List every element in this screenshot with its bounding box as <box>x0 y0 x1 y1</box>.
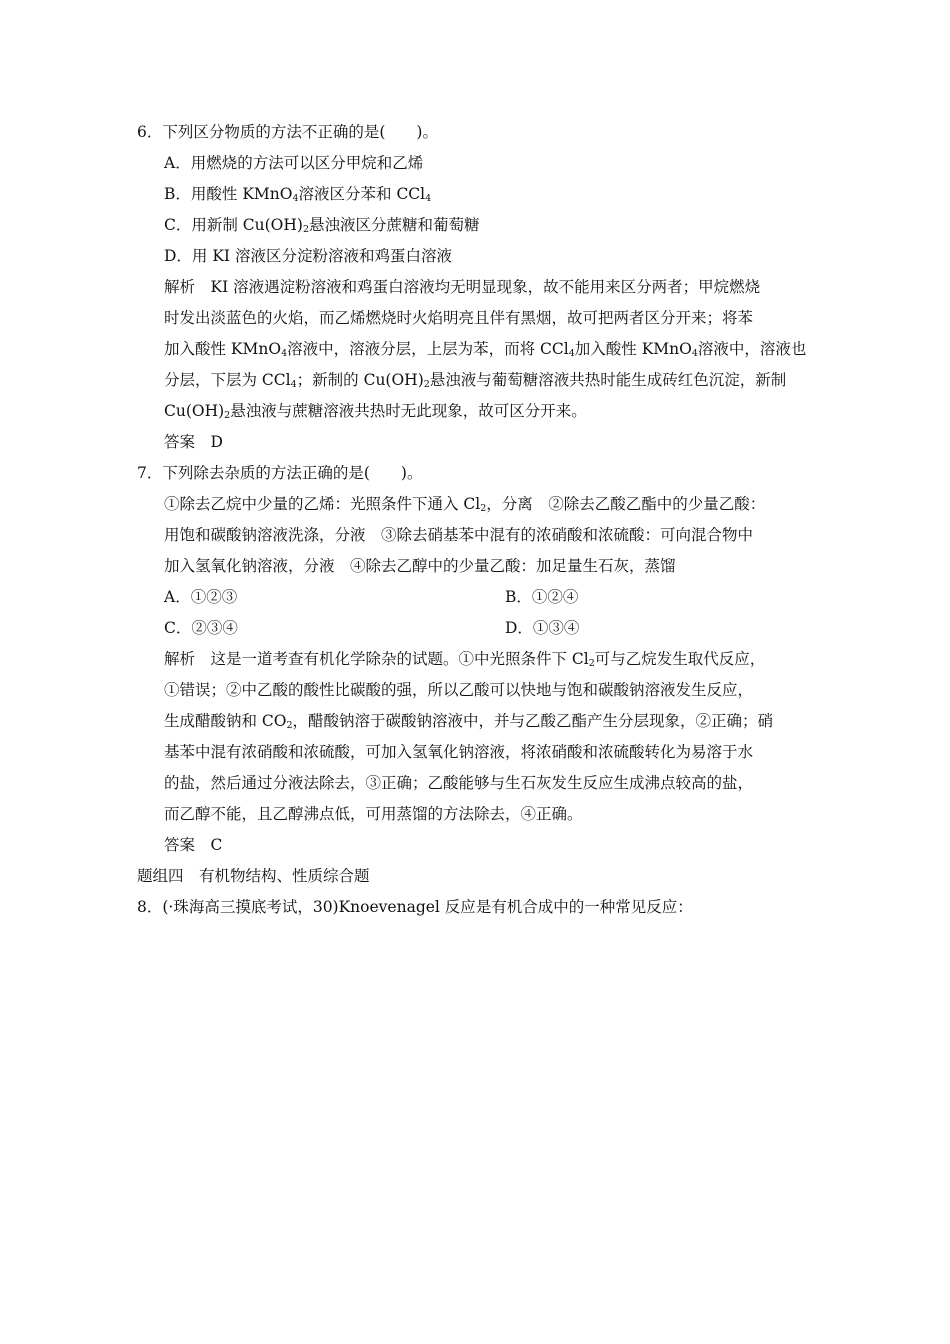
q6-option-c: C．用新制 $Cu(OH)_2$悬浊液区分蔗糖和葡萄糖 <box>164 216 480 235</box>
q7-analysis-line: 而乙醇不能，且乙醇沸点低，可用蒸馏的方法除去，④正确。 <box>164 805 583 823</box>
q6-analysis-line: 时发出淡蓝色的火焰，而乙烯燃烧时火焰明亮且伴有黑烟，故可把两者区分开来；将苯 <box>164 309 754 327</box>
q7-item-line: 加入氢氧化钠溶液，分液 ④除去乙醇中的少量乙酸：加足量生石灰，蒸馏 <box>164 557 676 575</box>
q7-answer: 答案 C <box>164 836 223 854</box>
q7-analysis-line: 解析 这是一道考查有机化学除杂的试题。①中光照条件下 $Cl_2$可与乙烷发生取代反应， <box>164 650 766 669</box>
q6-analysis-line: 分层，下层为 CCl$_4$；新制的 $Cu(OH)_2$悬浊液与葡萄糖溶液共热时能生成砖红色沉淀，新制 <box>164 371 787 390</box>
q7-item-line: 用饱和碳酸钠溶液洗涤，分液 ③除去硝基苯中混有的浓硝酸和浓硫酸：可向混合物中 <box>164 526 754 544</box>
question-6-stem: 6．下列区分物质的方法不正确的是( )。 <box>137 123 438 141</box>
q7-analysis-line: 基苯中混有浓硝酸和浓硫酸，可加入氢氧化钠溶液，将浓硝酸和浓硫酸转化为易溶于水 <box>164 743 754 761</box>
section-heading: 题组四 有机物结构、性质综合题 <box>137 867 370 885</box>
q7-analysis-line: 的盐，然后通过分液法除去，③正确；乙酸能够与生石灰发生反应生成沸点较高的盐， <box>164 774 754 792</box>
question-7-stem: 7．下列除去杂质的方法正确的是( )。 <box>137 464 423 482</box>
q7-analysis-line: ①错误；②中乙酸的酸性比碳酸的强，所以乙酸可以快地与饱和碳酸钠溶液发生反应， <box>164 681 754 699</box>
q6-option-b: B．用酸性 KMnO$_4$溶液区分苯和 CCl$_4$ <box>164 185 432 204</box>
q6-analysis-line: 加入酸性 KMnO$_4$溶液中，溶液分层，上层为苯，而将 CCl$_4$加入酸性 KMnO$_4$溶液中，溶液也 <box>164 340 807 359</box>
q7-option-c: C．②③④ <box>164 619 238 637</box>
q7-option-d: D．①③④ <box>505 619 580 637</box>
q6-analysis-line: 解析 KI 溶液遇淀粉溶液和鸡蛋白溶液均无明显现象，故不能用来区分两者；甲烷燃烧 <box>164 278 761 296</box>
q6-answer: 答案 D <box>164 433 223 451</box>
q7-option-b: B．①②④ <box>505 588 579 606</box>
q7-option-a: A．①②③ <box>164 588 238 606</box>
q7-analysis-line: 生成醋酸钠和 $CO_2$，醋酸钠溶于碳酸钠溶液中，并与乙酸乙酯产生分层现象，②正确；硝 <box>164 712 774 731</box>
q6-option-a: A．用燃烧的方法可以区分甲烷和乙烯 <box>164 154 424 172</box>
question-8-stem: 8．(·珠海高三摸底考试，30)Knoevenagel 反应是有机合成中的一种常见反应： <box>137 898 693 916</box>
q6-analysis-line: $Cu(OH)_2$悬浊液与蔗糖溶液共热时无此现象，故可区分开来。 <box>164 402 587 421</box>
q7-item-line: ①除去乙烷中少量的乙烯：光照条件下通入 $Cl_2$，分离 ②除去乙酸乙酯中的少量乙酸： <box>164 495 766 514</box>
q6-option-d: D．用 KI 溶液区分淀粉溶液和鸡蛋白溶液 <box>164 247 452 265</box>
